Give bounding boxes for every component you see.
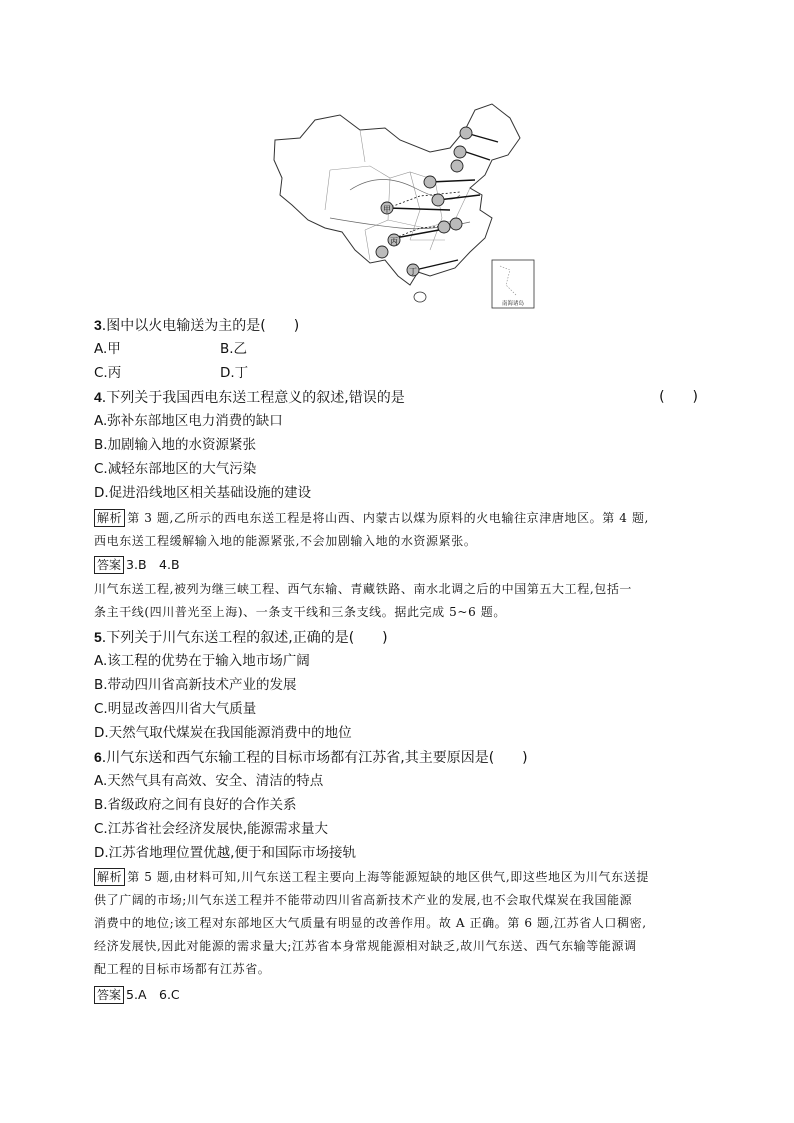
question-number: 6: [94, 749, 102, 765]
analysis-1-line-1: 解析 第 3 题,乙所示的西电东送工程是将山西、内蒙古以煤为原料的火电输往京津唐地区。第 4 题,: [94, 508, 649, 528]
question-text: .图中以火电输送为主的是( ): [101, 318, 300, 334]
label-ding: 丁: [409, 267, 417, 276]
option-b: B.乙: [220, 341, 248, 357]
question-number: 5: [94, 629, 102, 645]
station-3: [451, 160, 463, 172]
q6-option-b: B.省级政府之间有良好的合作关系: [94, 797, 297, 813]
station-1: [460, 127, 472, 139]
station-6: [438, 221, 450, 233]
analysis-tag: 解析: [94, 868, 125, 886]
answer-1: [94, 555, 180, 575]
map-svg: [270, 100, 540, 310]
analysis-2-line-3: 消费中的地位;该工程对东部地区大气质量有明显的改善作用。故 A 正确。第 6 题,江苏省人口稠密,: [94, 916, 647, 930]
analysis-2-line-5: 配工程的目标市场都有江苏省。: [94, 962, 271, 976]
analysis-2-line-4: 经济发展快,因此对能源的需求量大;江苏省本身常规能源相对缺乏,故川气东送、西气东输等能源调: [94, 939, 637, 953]
material-line-1: 川气东送工程,被列为继三峡工程、西气东输、青藏铁路、南水北调之后的中国第五大工程,包括一: [94, 582, 633, 596]
q6-option-a: A.天然气具有高效、安全、清洁的特点: [94, 773, 324, 789]
option-c: C.丙: [94, 365, 122, 381]
question-6: [94, 747, 528, 768]
material-line-2: 条主干线(四川普光至上海)、一条支干线和三条支线。据此完成 5~6 题。: [94, 605, 506, 619]
station-9: [376, 246, 388, 258]
analysis-2-line-2: 供了广阔的市场;川气东送工程并不能带动四川省高新技术产业的发展,也不会取代煤炭在我国能源: [94, 893, 633, 907]
q4-option-b: B.加剧输入地的水资源紧张: [94, 437, 257, 453]
q5-option-c: C.明显改善四川省大气质量: [94, 701, 257, 717]
china-outline: [274, 104, 520, 285]
answer-text: 3.B 4.B: [126, 557, 180, 572]
option-a: A.甲: [94, 341, 121, 357]
q6-option-d: D.江苏省地理位置优越,便于和国际市场接轨: [94, 845, 356, 861]
question-text: .川气东送和西气东输工程的目标市场都有江苏省,其主要原因是( ): [101, 750, 528, 766]
question-number: 3: [94, 317, 102, 333]
answer-tag: 答案: [94, 556, 124, 574]
option-d: D.丁: [220, 365, 249, 381]
q3-options-row1: [94, 339, 248, 359]
answer-paren: ( ): [659, 389, 698, 405]
station-2: [454, 146, 466, 158]
answer-2: [94, 985, 180, 1005]
inset-label: 南海诸岛: [501, 301, 525, 307]
china-power-map: [270, 100, 540, 310]
analysis-2-line-1: 解析 第 5 题,由材料可知,川气东送工程主要向上海等能源短缺的地区供气,即这些地区为川气东送提: [94, 867, 649, 887]
question-4: [94, 387, 698, 408]
analysis-1-line-2: 西电东送工程缓解输入地的能源紧张,不会加剧输入地的水资源紧张。: [94, 534, 477, 548]
q4-option-a: A.弥补东部地区电力消费的缺口: [94, 413, 283, 429]
hainan-island: [414, 292, 426, 302]
answer-text: 5.A 6.C: [126, 987, 180, 1002]
q4-option-c: C.减轻东部地区的大气污染: [94, 461, 257, 477]
station-5: [432, 194, 444, 206]
q5-option-a: A.该工程的优势在于输入地市场广阔: [94, 653, 310, 669]
q3-options-row2: [94, 363, 249, 383]
q5-option-d: D.天然气取代煤炭在我国能源消费中的地位: [94, 725, 352, 741]
question-3: [94, 315, 299, 336]
question-5: [94, 627, 388, 648]
question-number: 4: [94, 389, 102, 405]
station-7: [450, 218, 462, 230]
question-text: .下列关于川气东送工程的叙述,正确的是( ): [101, 630, 388, 646]
q4-option-d: D.促进沿线地区相关基础设施的建设: [94, 485, 312, 501]
station-4: [424, 176, 436, 188]
q6-option-c: C.江苏省社会经济发展快,能源需求量大: [94, 821, 329, 837]
q5-option-b: B.带动四川省高新技术产业的发展: [94, 677, 297, 693]
label-bing: 丙: [390, 237, 398, 246]
label-jia: 甲: [383, 205, 391, 214]
question-text: .下列关于我国西电东送工程意义的叙述,错误的是: [101, 390, 405, 406]
answer-tag: 答案: [94, 986, 124, 1004]
analysis-tag: 解析: [94, 509, 125, 527]
